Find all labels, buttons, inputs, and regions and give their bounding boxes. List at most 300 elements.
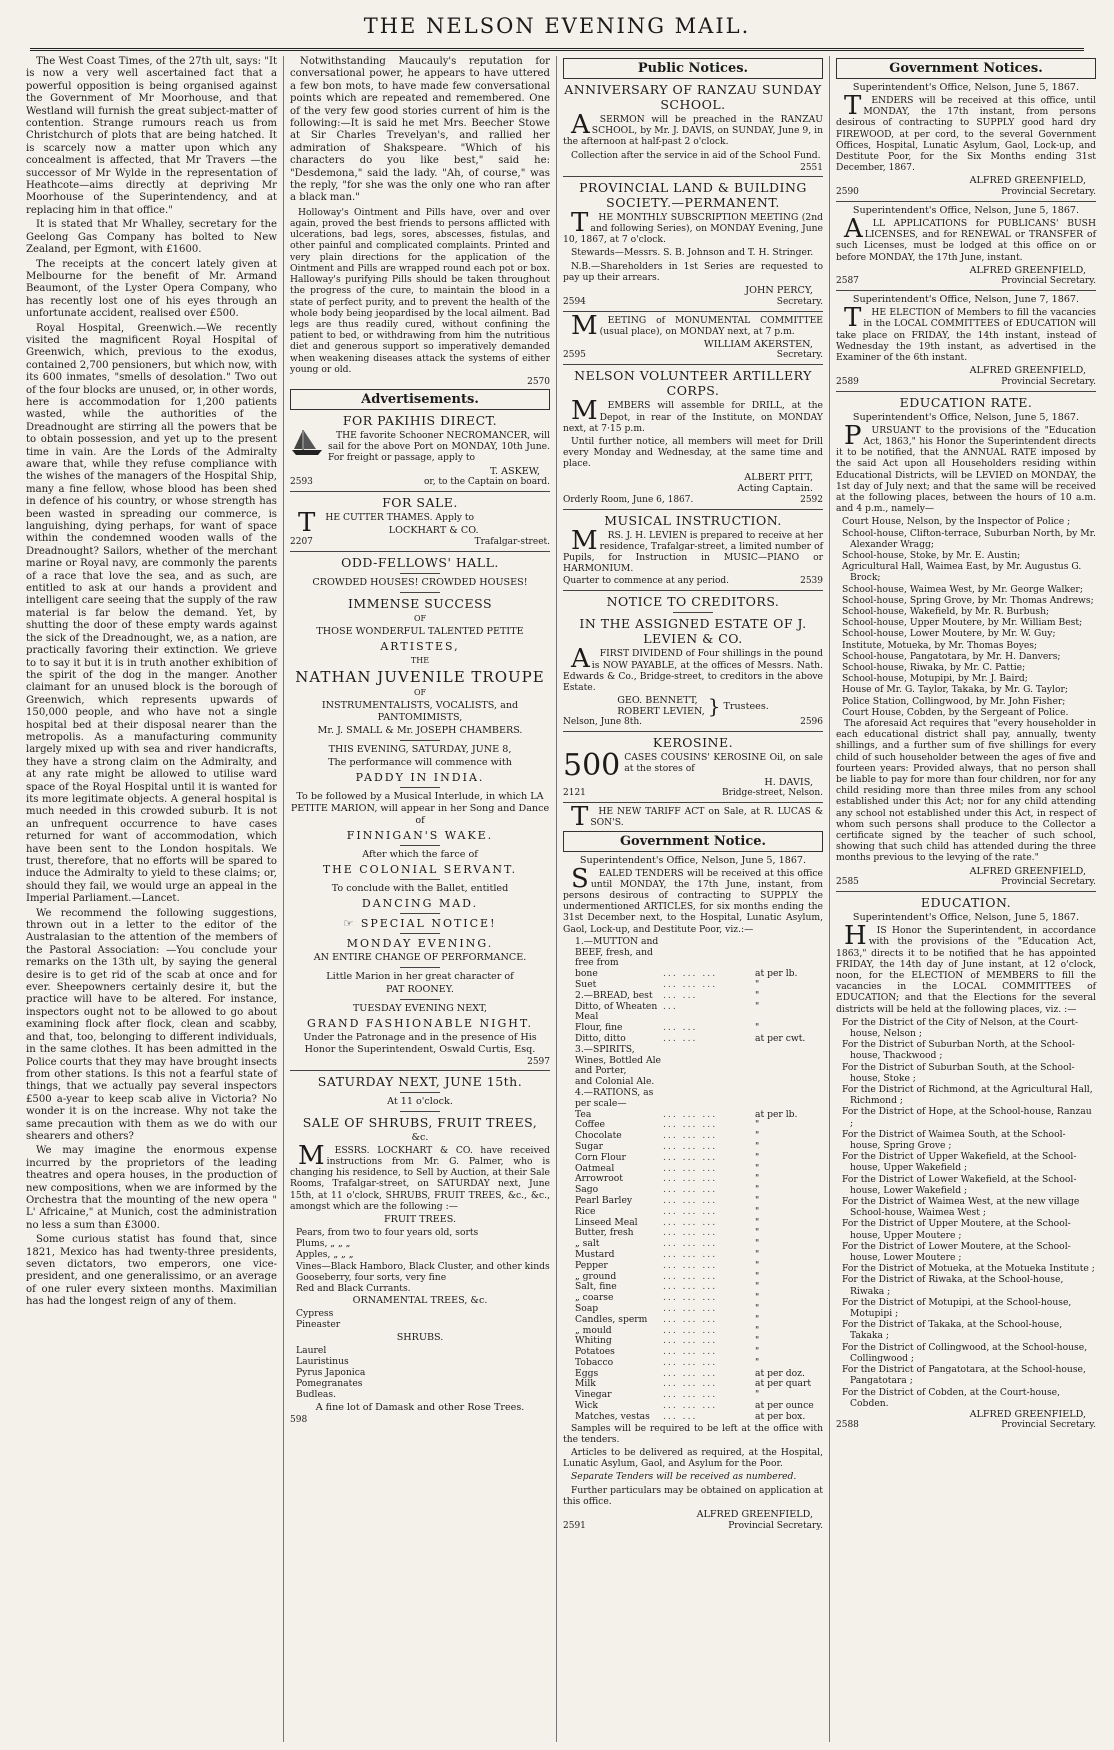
patronage-line: Under the Patronage and in the presence of His Honor the Superintendent, Oswald Curtis, Esq. [303,1031,537,1055]
leader-dots: ... ... ... [663,1389,718,1401]
notice-office: Superintendent's Office, Nelson, June 7, 1867. [852,294,1080,306]
monday-line: MONDAY EVENING. [346,936,494,950]
notice-office: Superintendent's Office, Nelson, June 5, 1867. [852,912,1080,924]
item-unit: at per quart [755,1378,812,1390]
leader-dots: ... [663,1000,678,1012]
leader-dots: ... ... ... [663,1205,718,1217]
item-name: Butter, fresh [575,1227,634,1239]
leader-dots: ... ... ... [663,1313,718,1325]
leader-dots: ... ... ... [663,1108,718,1120]
divider [563,731,823,732]
item-name: Potatoes [575,1346,615,1358]
item-unit: " [755,1119,760,1131]
gov-office: Superintendent's Office, Nelson, June 5, 1867. [579,854,807,866]
fruit-heading: FRUIT TREES. [383,1213,457,1225]
list-item: For the District of Suburban North, at the School-house, Thackwood ; [842,1039,1075,1062]
item-name: Oatmeal [575,1162,615,1174]
gov-footer: 2591 Provincial Secretary. [563,1520,823,1531]
list-item: For the District of Hope, at the School-house, Ranzau ; [842,1106,1092,1129]
rate-places-list [836,516,1096,718]
the-line: THE [410,655,430,665]
firewood-body: TENDERS will be received at this office, until MONDAY, the 17th instant, from persons desirous of contracting to SUPPLY good hard dry FIREWOOD, at per cord, to the several Government Offices, Hospital, Lunatic Asylum, Gaol, Lock-up, and Destitute Poor, for the Six Months ending 31st December, 1867. [836,91,1096,174]
forsale-body: THE CUTTER THAMES. Apply to [298,508,475,539]
colonial-line: THE COLONIAL SERVANT. [322,862,518,876]
ranzau-heading: ANNIVERSARY OF RANZAU SUNDAY SCHOOL. [564,82,822,112]
item-name: Milk [575,1378,596,1390]
farce-line: After which the farce of [362,848,478,860]
table-row [563,1088,823,1110]
list-item: Plums, „ „ „ [296,1238,351,1250]
columns [20,56,1102,1742]
government-notice-header: Government Notice. [563,831,823,852]
table-row [563,1002,823,1024]
leader-dots [663,1088,755,1110]
column-3 [557,56,830,1742]
item-unit: " [755,989,760,1001]
table-row [563,1315,823,1326]
time-line: At 11 o'clock. [387,1095,453,1107]
item-unit [755,1045,823,1077]
tariff-notice: THE NEW TARIFF ACT on Sale, at R. LUCAS & SON'S. [571,802,823,833]
artillery-body: MEMBERS will assemble for DRILL, at the Depot, in rear of the Institute, on MONDAY next, at 7·15 p.m. [563,396,823,434]
trustee-name: GEO. BENNETT, [617,695,698,707]
item-unit: at per box. [755,1410,806,1422]
item-unit: " [755,1281,760,1293]
short-rule [400,1111,440,1112]
gov-articles: Articles to be delivered as required, at the Hospital, Lunatic Asylum, Gaol, and Asylum for the Poor. [563,1447,823,1470]
item-name: Suet [575,979,597,990]
short-rule [400,913,440,914]
rate-body: PURSUANT to the provisions of the "Education Act, 1863," his Honor the Superintendent directs it to be notified, that the ANNUAL RATE imposed by the said Act upon all Householders residing within Educational Districts, will be LEVIED on MONDAY, the 1st day of July next; and that the same will be received at the following places, between the hours of 10 a.m. and 4 p.m., namely— [836,420,1096,515]
item-name: Wick [575,1400,598,1412]
item-unit: " [755,1184,760,1196]
list-item: For the District of Motueka, at the Motueka Institute ; [842,1263,1095,1275]
leader-dots: ... ... ... [663,1292,718,1304]
list-item: Court House, Cobden, by the Sergeant of Police. [842,706,1069,718]
gov-body: SEALED TENDERS will be received at this office until MONDAY, the 17th June, instant, from persons desirous of contracting to SUPPLY the undermentioned ARTICLES, for six months ending the 31st December next, to the Hospital, Lunatic Asylum, Gaol, Lock-up, and Destitute Poor, viz.:— [563,863,823,935]
divider [563,364,823,365]
list-item: For the District of the City of Nelson, at the Court-house, Nelson ; [842,1016,1079,1039]
change-line: AN ENTIRE CHANGE OF PERFORMANCE. [313,951,527,963]
leader-dots: ... ... ... [663,1216,718,1228]
election-body: THE ELECTION of Members to fill the vacancies in the LOCAL COMMITTEES of EDUCATION will take place on FRIDAY, the 14th instant, instead of Wednesday the 19th instant, as advertised in the Examiner of the 6th instant. [836,303,1096,364]
leader-dots: ... ... ... [663,1356,718,1368]
divider [290,1070,550,1071]
short-rule [400,879,440,880]
list-item: School-house, Wakefield, by Mr. R. Burbush; [842,606,1050,617]
instrumentalists-line: INSTRUMENTALISTS, VOCALISTS, and PANTOMIMISTS, [321,699,519,723]
musical-body: MRS. J. H. LEVIEN is prepared to receive at her residence, Trafalgar-street, a limited number of Pupils, for Instruction in MUSIC—PIANO or HARMONIUM. [563,525,823,575]
government-notices-header: Government Notices. [836,58,1096,79]
special-notice: ☞ SPECIAL NOTICE! [343,916,497,930]
article-paragraph: It is stated that Mr Whalley, secretary for the Geelong Gas Company has bolted to New Zealand, per Egmont, with £1600. [26,219,277,256]
leader-dots: ... ... ... [663,968,718,980]
leader-dots: ... ... ... [663,1302,718,1314]
item-unit: " [755,1346,760,1358]
list-item: Gooseberry, four sorts, very fine [296,1271,447,1283]
list-item: For the District of Lower Moutere, at the School-house, Lower Moutere ; [842,1240,1071,1264]
list-item: For the District of Takaka, at the School-house, Takaka ; [842,1319,1063,1342]
divider [836,290,1096,291]
trustees-label: Trustees. [723,700,769,712]
item-name: Whiting [575,1335,612,1347]
list-item: Red and Black Currants. [296,1282,411,1294]
leader-dots: ... ... ... [663,1184,718,1196]
list-item: House of Mr. G. Taylor, Takaka, by Mr. G. Taylor; [842,684,1068,696]
troupe-line: NATHAN JUVENILE TROUPE [295,667,545,686]
of-line: OF [413,687,427,697]
item-name: „ salt [575,1238,600,1250]
leader-dots: ... ... ... [663,1281,718,1293]
list-item: For the District of Pangatotara, at the School-house, Pangatotara ; [842,1364,1086,1387]
short-rule [400,787,440,788]
item-unit: " [755,1313,760,1325]
education-body: HIS Honor the Superintendent, in accordance with the provisions of the "Education Act, 1863," directs it to be notified that he has appointed FRIDAY, the 14th day of June instant, at 12 o'clock, noon, for the ELECTION of MEMBERS to fill the vacancies in the LOCAL COMMITTEES of EDUCATION; and that the Elections for the several districts will be held at the following places, viz. :— [836,921,1096,1015]
leader-dots [663,1045,755,1077]
gov-signature: ALFRED GREENFIELD, [696,1509,813,1521]
forsale-signature: LOCKHART & CO. [388,525,479,537]
artillery-body2: Until further notice, all members will meet for Drill every Monday and Wednesday, at the same time and place. [563,436,823,470]
provincial-signature: JOHN PERCY, [745,285,813,297]
item-name: Linseed Meal [575,1216,638,1228]
list-item: For the District of Riwaka, at the School-house, Riwaka ; [842,1274,1064,1297]
of-line: OF [413,613,427,623]
ranzau-body2: Collection after the service in aid of the School Fund. [571,149,821,161]
tuesday-line: TUESDAY EVENING NEXT, [352,1002,488,1014]
item-name: Soap [575,1302,599,1314]
item-unit: " [755,1194,760,1206]
leader-dots: ... ... [663,1022,698,1034]
gov-further: Further particulars may be obtained on application at this office. [563,1484,823,1507]
pakihi-footer: 2593 or, to the Captain on board. [290,477,550,488]
short-rule [400,740,440,741]
ad-number: 2597 [527,1056,550,1067]
item-unit: at per cwt. [755,1032,806,1044]
list-item: School-house, Waimea West, by Mr. George Walker; [842,583,1083,595]
rate-aforesaid: The aforesaid Act requires that "every householder in each educational district shall pay, annually, twenty shillings, and a further sum of five shillings for every child of such householder between the ages of five and fourteen years: Provided always, that no person shall be liable to pay for more than four children, nor for any child residing more than three miles from any school established under this Act; nor for any child attending any school not established under this Act, in respect of whom such persons shall produce to the Collector a certificate signed by the teacher of such school, showing that such child has attended during the three months previous to the levying of the rate." [836,718,1096,864]
item-unit: " [755,1173,760,1185]
list-item: Pears, from two to four years old, sorts [296,1226,479,1238]
leader-dots: ... ... ... [663,1227,718,1239]
article-paragraph: We recommend the following suggestions, thrown out in a letter to the editor of the Australasian to the attention of the members of the Pastoral Association: —You conclude your remarks on the 13th ult, by saying the general desire is to get rid of the scab at once and for ever. Sheepowners certainly desire it, but the practice will have to be altered. For instance, inspectors ought not to be allowed to go about examining flock after flock, clean and scabby, and that, too, belonging to different individuals, in the same clothes. It has been admitted in the Police courts that they may have brought insects from other stations. Is this not a fearful state of things, that we actually pay several inspectors £500 a-year to keep scab alive in Victoria? No wonder it is on the increase. Why not take the same precaution with them as we do with our shearers and others? [26,907,277,1142]
ornamental-heading: ORNAMENTAL TREES, &c. [352,1295,488,1307]
trustees-block [563,695,823,717]
item-unit: " [755,1389,760,1401]
list-item: School-house, Lower Moutere, by Mr. W. Guy; [842,628,1056,640]
leader-dots: ... ... ... [663,1248,718,1260]
article-paragraph: The West Coast Times, of the 27th ult, says: "It is now a very well ascertained fact that a powerful opposition is being organised against the Government of Mr Moorhouse, and that Westland will furnish the great subject-matter of contention. Strange rumours reach us from Christchurch of plots that are being hatched. It is scarcely now a matter upon which any concealment is affected, that Mr Travers —the successor of Mr Wylde in the representation of Heathcote—aims directly at depriving Mr Moorhouse of the Superintendency, and at replacing him in that office." [26,56,277,216]
list-item: Agricultural Hall, Waimea East, by Mr. Augustus G. Brock; [842,561,1082,584]
monumental-body: MEETING of MONUMENTAL COMMITTEE (usual place), on MONDAY next, at 7 p.m. [571,310,823,341]
list-item: Budleas. [296,1389,337,1401]
leader-dots: ... ... ... [663,1367,718,1379]
list-item: Pomegranates [296,1378,363,1390]
kerosine-heading: KEROSINE. [652,735,734,751]
item-name: bone [575,968,598,980]
leader-dots: ... ... ... [663,1173,718,1185]
grand-line: GRAND FASHIONABLE NIGHT. [306,1016,534,1030]
kerosine-body: 500 CASES COUSINS' KEROSINE Oil, on sale at the stores of [563,748,823,784]
leader-dots: ... ... ... [663,1140,718,1152]
notice-footer: 2585 Provincial Secretary. [836,877,1096,888]
list-item: Laurel [296,1344,327,1356]
artillery-role: Acting Captain. [737,483,813,495]
divider [836,891,1096,892]
list-item: School-house, Spring Grove, by Mr. Thomas Andrews; [842,594,1094,606]
item-name: Flour, fine [575,1022,623,1034]
item-unit: " [755,1292,760,1304]
brace-icon: } [707,693,721,718]
item-name: Salt, fine [575,1281,617,1293]
leader-dots: ... ... ... [663,1130,718,1142]
table-row [563,991,823,1002]
list-item: For the District of Lower Wakefield, at the School-house, Lower Wakefield ; [842,1173,1077,1196]
item-name: Eggs [575,1367,599,1379]
immense-line: IMMENSE SUCCESS [347,595,493,611]
musical-heading: MUSICAL INSTRUCTION. [604,512,782,528]
item-name: Corn Flour [575,1151,626,1163]
item-unit: " [755,979,760,990]
provincial-body: THE MONTHLY SUBSCRIPTION MEETING (2nd and following Series), on MONDAY Evening, June 10, 1867, at 7 o'clock. [563,207,823,246]
schooner-icon [290,430,324,456]
ad-number: 598 [290,1414,308,1425]
item-unit: " [755,1302,760,1314]
pakihi-heading: FOR PAKIHIS DIRECT. [342,412,498,428]
article-paragraph: Some curious statist has found that, since 1821, Mexico has had twenty-three presidents, seven dictators, two emperors, one vice-president, and one generalissimo, or an average of one ruler every sixteen months. Maximilian has had the longest reign of any of them. [26,1234,277,1308]
those-line: THOSE WONDERFUL TALENTED PETITE [316,625,524,637]
divider [836,201,1096,202]
item-name: Arrowroot [575,1173,623,1185]
advertisements-header: Advertisements. [290,389,550,410]
list-item: School-house, Motupipi, by Mr. J. Baird; [842,673,1028,685]
item-unit: " [755,1335,760,1347]
provincial-heading: PROVINCIAL LAND & BUILDING SOCIETY.—PERMANENT. [579,179,807,210]
item-unit: " [755,1151,760,1163]
ad-number: 2551 [800,162,823,173]
provincial-stewards: Stewards—Messrs. S. B. Johnson and T. H. Stringer. [571,247,814,259]
column-2 [284,56,557,1742]
kerosine-signature: H. DAVIS, [764,776,813,788]
divider [290,491,550,492]
creditors-footer: Nelson, June 8th. 2596 [563,717,823,728]
item-unit: " [755,1162,760,1174]
interlude-line: To be followed by a Musical Interlude, in which LA PETITE MARION, will appear in her Song and Dance of [290,790,550,826]
leader-dots: ... ... ... [663,1324,718,1336]
item-name: Mustard [575,1248,615,1260]
item-name: Chocolate [575,1130,622,1142]
rose-line: A fine lot of Damask and other Rose Trees. [315,1401,525,1413]
item-name: „ mould [575,1324,612,1336]
list-item: Apples, „ „ „ [296,1249,354,1261]
pakihi-signature: T. ASKEW, [490,465,540,477]
notice-footer: 2587 Provincial Secretary. [836,276,1096,287]
forsale-heading: FOR SALE. [382,495,458,511]
list-item: School-house, Stoke, by Mr. E. Austin; [842,549,1021,561]
item-name: 3.—SPIRITS, Wines, Bottled Ale and Porter, [575,1043,661,1077]
list-item: School-house, Riwaka, by Mr. C. Pattie; [842,662,1026,674]
item-name: Vinegar [575,1389,612,1401]
sale-line: SALE OF SHRUBS, FRUIT TREES, [302,1114,538,1130]
leader-dots [663,1077,755,1088]
short-rule [673,612,713,613]
education-rate-heading: EDUCATION RATE. [899,394,1033,410]
creditors-body: AFIRST DIVIDEND of Four shillings in the pound is NOW PAYABLE, at the offices of Messrs. Nath. Edwards & Co., Bridge-street, to creditors in the above Estate. [563,644,823,694]
page-title: THE NELSON EVENING MAIL. [363,14,751,38]
item-name: Tobacco [575,1356,614,1368]
notice-office: Superintendent's Office, Nelson, June 5, 1867. [852,82,1080,93]
item-name: 4.—RATIONS, as per scale— [575,1086,654,1109]
list-item: School-house, Pangatotara, by Mr. H. Danvers; [842,650,1061,662]
leader-dots: ... ... ... [663,1335,718,1347]
item-unit: " [755,1324,760,1336]
list-item: Pyrus Japonica [296,1366,366,1378]
leader-dots: ... ... ... [663,1346,718,1358]
divider [563,802,823,803]
item-name: and Colonial Ale. [575,1076,655,1088]
finnigan-line: FINNIGAN'S WAKE. [346,828,494,842]
table-row [563,1153,823,1164]
leader-dots: ... ... ... [663,1400,718,1412]
item-name: Ditto, ditto [575,1032,626,1044]
item-name: Sugar [575,1140,603,1152]
divider [563,176,823,177]
item-name: 1.—MUTTON and BEEF, fresh, and free from [575,935,659,969]
education-heading: EDUCATION. [920,895,1012,911]
item-name: Sago [575,1184,599,1196]
divider [836,391,1096,392]
item-unit: at per lb. [755,968,798,980]
item-unit [755,1077,823,1088]
item-name: 2.—BREAD, best [575,989,653,1001]
paddy-line: PADDY IN INDIA. [355,770,485,784]
list-item: School-house, Clifton-terrace, Suburban North, by Mr. Alexander Wragg; [842,527,1096,550]
list-item: Pineaster [296,1319,341,1331]
short-rule [400,933,440,934]
little-marion-line: Little Marion in her great character of [326,970,514,982]
short-rule [400,967,440,968]
leader-dots: ... ... [663,1032,698,1044]
item-unit: " [755,1216,760,1228]
election-places-list [836,1017,1096,1409]
musical-footer: Quarter to commence at any period. 2539 [563,576,823,587]
list-item: School-house, Upper Moutere, by Mr. William Best; [842,617,1083,629]
kerosine-footer: 2121 Bridge-street, Nelson. [563,788,823,799]
notice-footer: 2589 Provincial Secretary. [836,376,1096,387]
divider [290,551,550,552]
table-row [563,1045,823,1077]
item-name: Pepper [575,1259,608,1271]
artillery-signature: ALBERT PITT, [744,471,813,483]
saturday-heading: SATURDAY NEXT, JUNE 15th. [317,1073,523,1089]
notice-signature: ALFRED GREENFIELD, [969,264,1086,276]
ranzau-body: ASERMON will be preached in the RANZAU SCHOOL, by Mr. J. DAVIS, on SUNDAY, June 9, in the afternoon at half-past 2 o'clock. [563,110,823,148]
evening-line: THIS EVENING, SATURDAY, JUNE 8, [328,743,512,755]
monumental-signature: WILLIAM AKERSTEN, [703,338,813,350]
leader-dots [663,937,755,969]
kerosine-quantity: 500 [563,748,621,784]
item-unit: " [755,1022,760,1034]
item-unit [755,937,823,969]
artistes-line: ARTISTES, [380,639,460,653]
divider [563,509,823,510]
list-item: For the District of Suburban South, at the School-house, Stoke ; [842,1061,1075,1084]
divider [563,311,823,312]
table-row [563,1261,823,1272]
item-unit: at per doz. [755,1367,805,1379]
table-row [563,1207,823,1218]
leader-dots: ... ... ... [663,1378,718,1390]
gov-separate: Separate Tenders will be received as numbered. [571,1471,797,1483]
artillery-footer: Orderly Room, June 6, 1867. 2592 [563,494,823,505]
item-unit: " [755,1000,760,1012]
ad-number: 2570 [527,376,550,387]
forsale-footer: 2207 Trafalgar-street. [290,536,550,547]
managers-line: Mr. J. SMALL & Mr. JOSEPH CHAMBERS. [317,724,523,736]
list-item: For the District of Upper Moutere, at the School-house, Upper Moutere ; [842,1218,1071,1241]
short-rule [400,845,440,846]
ballet-line: To conclude with the Ballet, entitled [331,882,509,894]
list-item: For the District of Motupipi, at the School-house, Motupipi ; [842,1296,1072,1320]
item-name: Ditto, of Wheaten Meal [575,1000,658,1023]
short-rule [400,1092,440,1093]
list-item: Cypress [296,1308,334,1320]
list-item: For the District of Collingwood, at the School-house, Collingwood ; [842,1341,1088,1364]
leader-dots: ... ... ... [663,1270,718,1282]
list-item: Lauristinus [296,1355,349,1367]
holloway-notice: Holloway's Ointment and Pills have, over and over again, proved the best friends to persons afflicted with ulcerations, bad legs, sores, abscesses, fistulas, and other painful and complicated complaints. Printed and very plain directions for the application of the Ointment and Pills are wrapped round each pot or box. Halloway's purifying Pills should be taken throughout the progress of the cure, to maintain the blood in a state of perfect purity, and to prevent the health of the whole body being jeopardised by the local ailment. Bad legs are thus readily cured, without confining the patient to bed, or withdrawing from him the nutritious diet and generous support so imperatively demanded when weakening diseases attack the systems of either young or old. [290,206,550,375]
item-name: „ ground [575,1270,617,1282]
notice-office: Superintendent's Office, Nelson, June 5, 1867. [852,204,1080,216]
item-unit: " [755,1270,760,1282]
notice-signature: ALFRED GREENFIELD, [969,1408,1086,1420]
notice-footer: 2588 Provincial Secretary. [836,1420,1096,1431]
divider [563,590,823,591]
article-paragraph: Royal Hospital, Greenwich.—We recently visited the magnificent Royal Hospital of Greenwich, which, previous to the exodus, contained 2,700 pensioners, but which now, with its 600 inmates, "smells of desolation." Two out of the four blocks are unused, or, in other words, here is accommodation for 1,200 patients wasted, while the authorities of the Dreadnought are stirring all the powers that be to obtain possession, and yet up to the present time in vain. Are the Lords of the Admiralty aware that, while they refuse compliance with the wishes of the managers of the Hospital Ship, many a fine fellow, whose blood has been shed in defence of his country, or whose strength has been wasted in spreading our commerce, is languishing, dying perhaps, for want of space within the condemned wooden walls of the Dreadnought? Sailors, whether of the merchant marine or Royal navy, are commonly the parents of a race that love the sea, and as such, are entitled to ask at our hands a provident and intelligent care seeing that the supply of the raw material is far below the demand. Yet, by shutting the door of these empty wards against the sick of the Dreadnought, we, as a nation, are practically favoring their extinction. We grieve to to say it but it is in truth another exhibition of the spirit of the dog in the manger. Another claimant for an unused block is the borough of Greenwich, which represents upwards of 150,000 people, and who have not a single hospital bed at their disposal nearer than the metropolis. As a manufacturing community largely mixed up with sea and river handicrafts, they have a strong claim on the Admiralty, and at any rate might be allowed to utilise ward space of the Royal Hospital until it is wanted for its more legitimate objects. A general hospital is much needed in this crowded suburb. It is not an unfrequent occurrence to have cases returned for want of accommodation, which have been sent to the London hospitals. We trust, therefore, that no efforts will be spared to induce the Admiralty to yield to these claims; or, should they fail, we would urge an appeal in the Imperial Parliament.—Lancet. [26,322,277,905]
list-item: Police Station, Collingwood, by Mr. John Fisher; [842,695,1066,707]
column-1 [20,56,284,1742]
leader-dots: ... ... [663,1410,698,1422]
item-name: Tea [575,1108,592,1120]
list-item: For the District of Waimea South, at the School-house, Spring Grove ; [842,1128,1066,1152]
notice-signature: ALFRED GREENFIELD, [969,175,1086,187]
table-row [563,937,823,969]
pakihi-body: THE favorite Schooner NECROMANCER, will sail for the above Port on MONDAY, 10th June. For freight or passage, apply to [290,430,550,464]
list-item: For the District of Richmond, at the Agricultural Hall, Richmond ; [842,1084,1093,1107]
public-notices-header: Public Notices. [563,58,823,79]
table-row [563,1412,823,1423]
item-unit [755,1088,823,1110]
artillery-heading: NELSON VOLUNTEER ARTILLERY CORPS. [574,368,812,399]
item-unit: " [755,1238,760,1250]
crowded-line: CROWDED HOUSES! CROWDED HOUSES! [312,576,528,588]
list-item: For the District of Cobden, at the Court-house, Cobden. [842,1386,1061,1409]
article-paragraph: We may imagine the enormous expense incurred by the proprietors of the leading theatres and opera houses, in the production of new compositions, when we are informed by the Orchestra that the mounting of the new opera " L' Africaine," at Munich, cost the administration no less a sum than £3000. [26,1145,277,1231]
item-unit: at per ounce [755,1400,814,1412]
creditors-heading: NOTICE TO CREDITORS. [606,594,780,610]
tender-items-list [563,937,823,1423]
masthead [30,14,1084,51]
licenses-body: ALL APPLICATIONS for PUBLICANS' BUSH LICENSES, and for RENEWAL or TRANSFER of such Licenses, must be lodged at this office on or before MONDAY, the 17th June, instant. [836,213,1096,263]
short-rule [400,999,440,1000]
leader-dots: ... ... ... [663,1238,718,1250]
item-unit: " [755,1227,760,1239]
item-unit: " [755,1130,760,1142]
item-name: Rice [575,1205,596,1217]
item-name: „ coarse [575,1292,614,1304]
notice-signature: ALFRED GREENFIELD, [969,865,1086,877]
leader-dots: ... ... ... [663,1119,718,1131]
pat-line: PAT ROONEY. [386,983,454,995]
